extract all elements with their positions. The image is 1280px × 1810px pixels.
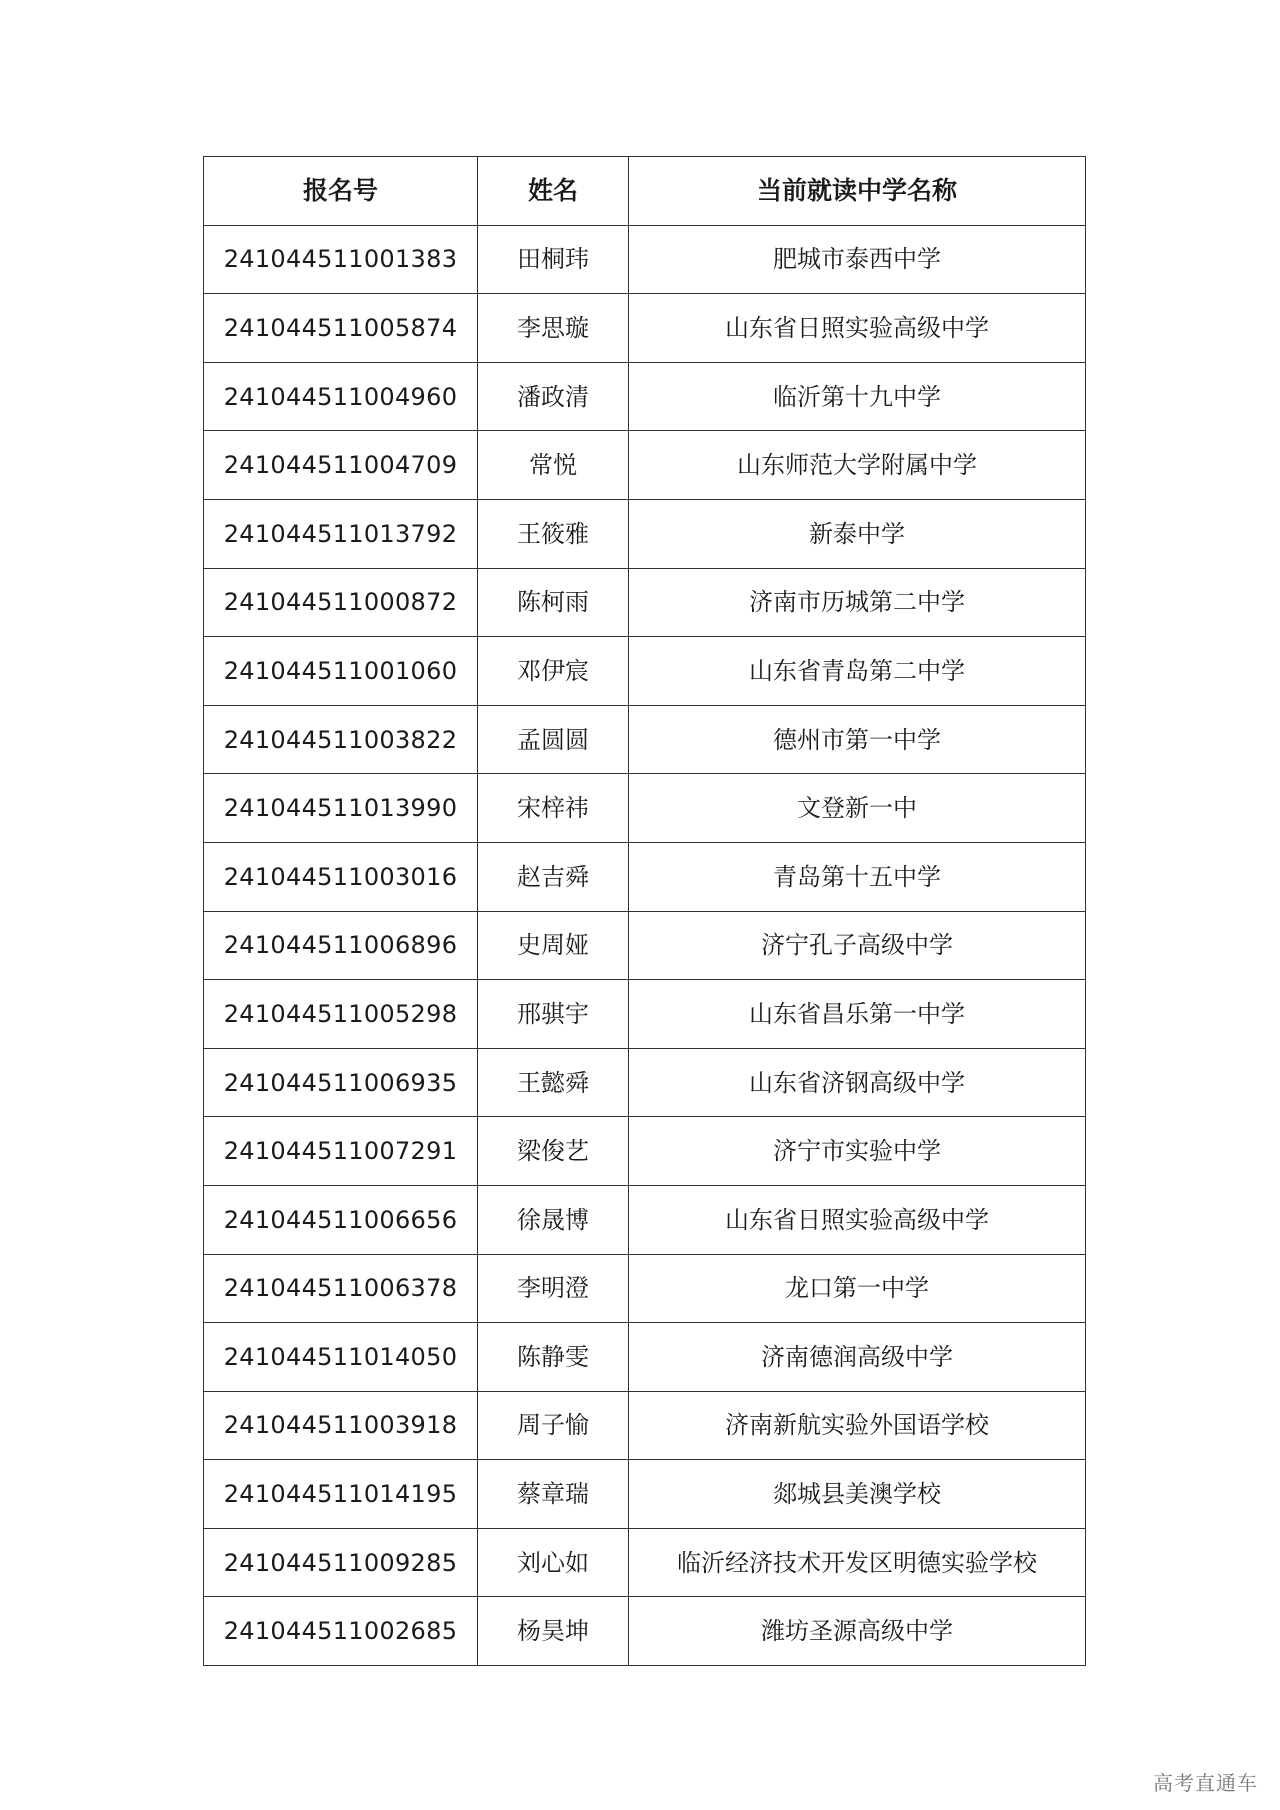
table-row xyxy=(204,568,1086,637)
student-name-cell: 潘政清 xyxy=(478,362,629,431)
student-name-cell: 刘心如 xyxy=(478,1528,629,1597)
registration-number-cell: 241044511002685 xyxy=(204,1597,478,1666)
school-name-cell: 山东省济钢高级中学 xyxy=(629,1048,1086,1117)
registration-number-cell: 241044511001060 xyxy=(204,637,478,706)
registration-number-cell: 241044511003016 xyxy=(204,842,478,911)
school-name-cell: 济宁市实验中学 xyxy=(629,1117,1086,1186)
student-name-cell: 李思璇 xyxy=(478,294,629,363)
header-name: 姓名 xyxy=(478,157,629,226)
registration-number-cell: 241044511006378 xyxy=(204,1254,478,1323)
table-header xyxy=(204,157,1086,226)
student-name-cell: 史周娅 xyxy=(478,911,629,980)
registration-number-cell: 241044511014050 xyxy=(204,1323,478,1392)
school-name-cell: 临沂经济技术开发区明德实验学校 xyxy=(629,1528,1086,1597)
registration-number-cell: 241044511006896 xyxy=(204,911,478,980)
school-name-cell: 青岛第十五中学 xyxy=(629,842,1086,911)
student-name-cell: 孟圆圆 xyxy=(478,705,629,774)
school-name-cell: 山东省昌乐第一中学 xyxy=(629,980,1086,1049)
table-row xyxy=(204,1391,1086,1460)
registration-number-cell: 241044511004709 xyxy=(204,431,478,500)
student-name-cell: 杨昊坤 xyxy=(478,1597,629,1666)
registration-number-cell: 241044511004960 xyxy=(204,362,478,431)
school-name-cell: 郯城县美澳学校 xyxy=(629,1460,1086,1529)
student-name-cell: 李明澄 xyxy=(478,1254,629,1323)
source-watermark: 高考直通车 xyxy=(1153,1771,1258,1795)
registration-number-cell: 241044511006935 xyxy=(204,1048,478,1117)
table-row xyxy=(204,499,1086,568)
student-name-cell: 梁俊艺 xyxy=(478,1117,629,1186)
registration-number-cell: 241044511005298 xyxy=(204,980,478,1049)
school-name-cell: 临沂第十九中学 xyxy=(629,362,1086,431)
student-name-cell: 蔡章瑞 xyxy=(478,1460,629,1529)
school-name-cell: 济南市历城第二中学 xyxy=(629,568,1086,637)
student-name-cell: 邓伊宸 xyxy=(478,637,629,706)
student-name-cell: 常悦 xyxy=(478,431,629,500)
school-name-cell: 济南德润高级中学 xyxy=(629,1323,1086,1392)
student-name-cell: 赵吉舜 xyxy=(478,842,629,911)
registration-number-cell: 241044511000872 xyxy=(204,568,478,637)
school-name-cell: 龙口第一中学 xyxy=(629,1254,1086,1323)
table-row xyxy=(204,1117,1086,1186)
table-row xyxy=(204,431,1086,500)
registration-number-cell: 241044511003822 xyxy=(204,705,478,774)
student-name-cell: 邢骐宇 xyxy=(478,980,629,1049)
school-name-cell: 新泰中学 xyxy=(629,499,1086,568)
header-school-name: 当前就读中学名称 xyxy=(629,157,1086,226)
table-row xyxy=(204,705,1086,774)
student-name-cell: 周子愉 xyxy=(478,1391,629,1460)
table-row xyxy=(204,980,1086,1049)
school-name-cell: 山东省青岛第二中学 xyxy=(629,637,1086,706)
school-name-cell: 山东省日照实验高级中学 xyxy=(629,1185,1086,1254)
school-name-cell: 潍坊圣源高级中学 xyxy=(629,1597,1086,1666)
school-name-cell: 山东师范大学附属中学 xyxy=(629,431,1086,500)
registration-number-cell: 241044511009285 xyxy=(204,1528,478,1597)
student-name-cell: 王懿舜 xyxy=(478,1048,629,1117)
table-row xyxy=(204,911,1086,980)
student-roster-table xyxy=(203,156,1086,1666)
student-name-cell: 宋梓祎 xyxy=(478,774,629,843)
student-name-cell: 田桐玮 xyxy=(478,225,629,294)
header-row xyxy=(204,157,1086,226)
student-name-cell: 王筱雅 xyxy=(478,499,629,568)
registration-number-cell: 241044511003918 xyxy=(204,1391,478,1460)
table-row xyxy=(204,362,1086,431)
registration-number-cell: 241044511014195 xyxy=(204,1460,478,1529)
registration-number-cell: 241044511013990 xyxy=(204,774,478,843)
table-row xyxy=(204,1528,1086,1597)
registration-number-cell: 241044511005874 xyxy=(204,294,478,363)
header-registration-number: 报名号 xyxy=(204,157,478,226)
table-row xyxy=(204,1460,1086,1529)
table-row xyxy=(204,1323,1086,1392)
table-row xyxy=(204,637,1086,706)
table-row xyxy=(204,1254,1086,1323)
table-row xyxy=(204,774,1086,843)
student-name-cell: 徐晟博 xyxy=(478,1185,629,1254)
student-name-cell: 陈柯雨 xyxy=(478,568,629,637)
school-name-cell: 德州市第一中学 xyxy=(629,705,1086,774)
table-row xyxy=(204,1597,1086,1666)
school-name-cell: 济南新航实验外国语学校 xyxy=(629,1391,1086,1460)
registration-number-cell: 241044511006656 xyxy=(204,1185,478,1254)
student-name-cell: 陈静雯 xyxy=(478,1323,629,1392)
school-name-cell: 山东省日照实验高级中学 xyxy=(629,294,1086,363)
table-row xyxy=(204,842,1086,911)
table-row xyxy=(204,225,1086,294)
table-row xyxy=(204,1048,1086,1117)
school-name-cell: 文登新一中 xyxy=(629,774,1086,843)
school-name-cell: 济宁孔子高级中学 xyxy=(629,911,1086,980)
registration-number-cell: 241044511013792 xyxy=(204,499,478,568)
table-row xyxy=(204,1185,1086,1254)
table-body xyxy=(204,225,1086,1665)
table-row xyxy=(204,294,1086,363)
registration-number-cell: 241044511001383 xyxy=(204,225,478,294)
registration-number-cell: 241044511007291 xyxy=(204,1117,478,1186)
school-name-cell: 肥城市泰西中学 xyxy=(629,225,1086,294)
